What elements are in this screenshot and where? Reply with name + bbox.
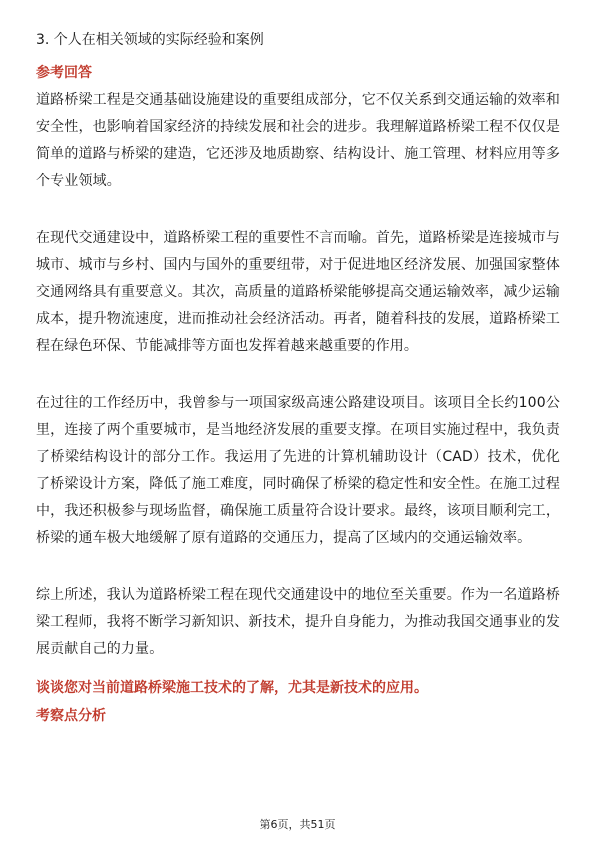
- document-page: [36, 30, 560, 727]
- next-question: 谈谈您对当前道路桥梁施工技术的了解，尤其是新技术的应用。: [36, 680, 428, 696]
- section-heading: 3. 个人在相关领域的实际经验和案例: [36, 32, 264, 48]
- answer-paragraph-1: 道路桥梁工程是交通基础设施建设的重要组成部分，它不仅关系到交通运输的效率和安全性，也影响着国家经济的持续发展和社会的进步。我理解道路桥梁工程不仅仅是简单的道路与桥梁的建造，它还涉及地质勘察、结构设计、施工管理、材料应用等多个专业领域。: [36, 92, 560, 189]
- answer-paragraph-4: 综上所述，我认为道路桥梁工程在现代交通建设中的地位至关重要。作为一名道路桥梁工程师，我将不断学习新知识、新技术，提升自身能力，为推动我国交通事业的发展贡献自己的力量。: [36, 587, 560, 657]
- analysis-label: 考察点分析: [36, 708, 106, 724]
- answer-label: 参考回答: [36, 65, 92, 81]
- answer-paragraph-2: 在现代交通建设中，道路桥梁工程的重要性不言而喻。首先，道路桥梁是连接城市与城市、城市与乡村、国内与国外的重要纽带，对于促进地区经济发展、加强国家整体交通网络具有重要意义。其次，高质量的道路桥梁能够提高交通运输效率，减少运输成本，提升物流速度，进而推动社会经济活动。再者，随着科技的发展，道路桥梁工程在绿色环保、节能减排等方面也发挥着越来越重要的作用。: [36, 230, 560, 354]
- answer-paragraph-3: 在过往的工作经历中，我曾参与一项国家级高速公路建设项目。该项目全长约100公里，连接了两个重要城市，是当地经济发展的重要支撑。在项目实施过程中，我负责了桥梁结构设计的部分工作。我运用了先进的计算机辅助设计（CAD）技术，优化了桥梁设计方案，降低了施工难度，同时确保了桥梁的稳定性和安全性。在施工过程中，我还积极参与现场监督，确保施工质量符合设计要求。最终，该项目顺利完工，桥梁的通车极大地缓解了原有道路的交通压力，提高了区域内的交通运输效率。: [36, 395, 560, 546]
- page-footer: 第6页，共51页: [259, 818, 336, 831]
